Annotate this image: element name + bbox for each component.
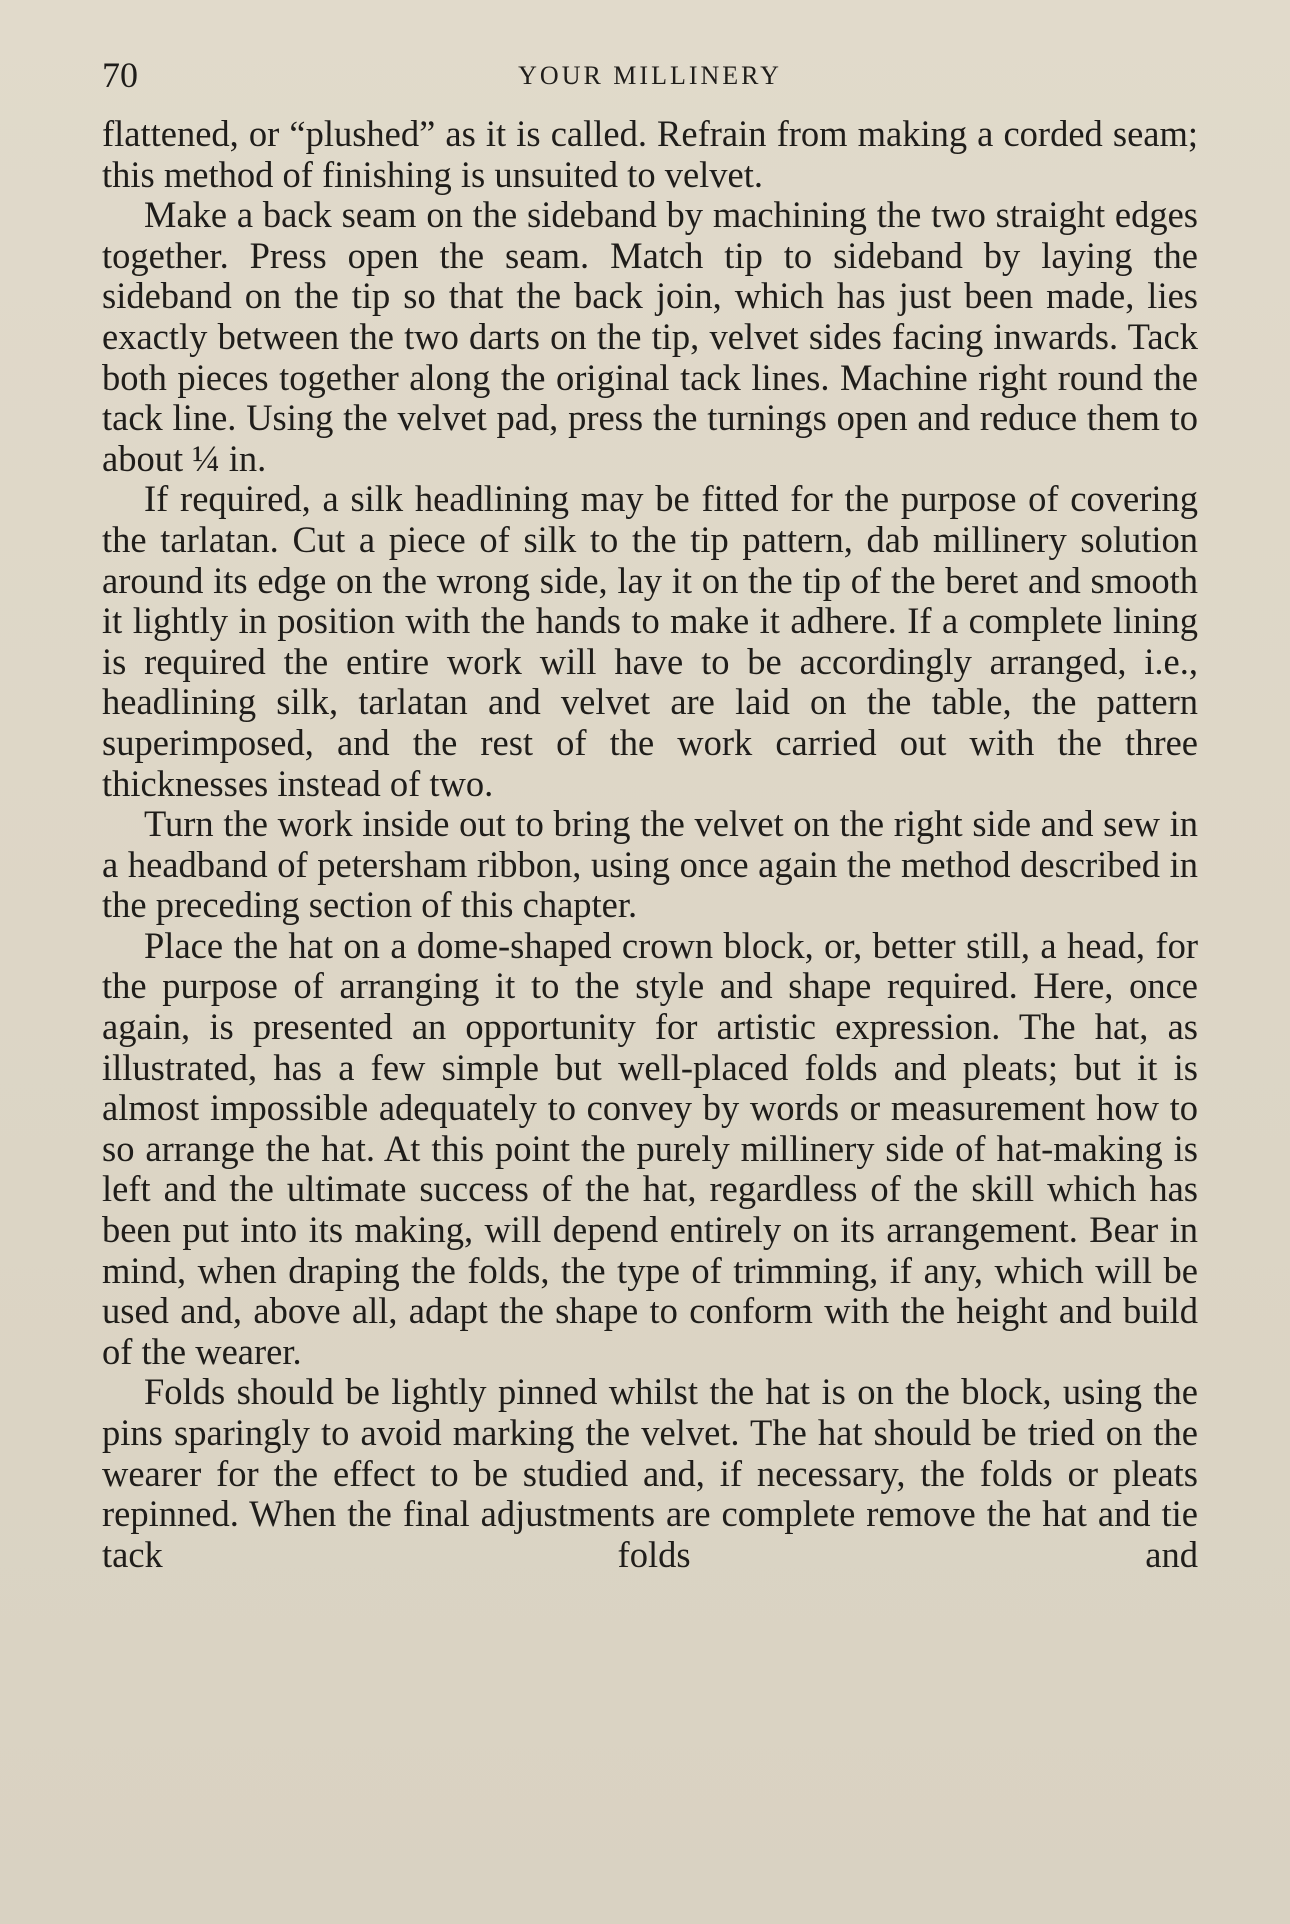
paragraph-headband: Turn the work inside out to bring the velvet on the right side and sew in a headband of petersham ribbon, using once again the method described in the preceding section of this chapter. [102,803,1198,926]
running-title: YOUR MILLINERY [518,61,782,90]
body-text [102,114,1198,1575]
paragraph-continuation: flattened, or “plushed” as it is called. Refrain from making a corded seam; this method of finishing is unsuited to velvet. [102,113,1198,195]
paragraph-headlining: If required, a silk headlining may be fitted for the purpose of covering the tarlatan. Cut a piece of silk to the tip pattern, dab millinery solution around its edge on the wrong side, lay it on the tip of the beret and smooth it lightly in position with the hands to make it adhere. If a complete lining is required the entire work will have to be accordingly arranged, i.e., headlining silk, tarlatan and velvet are laid on the table, the pattern superimposed, and the rest of the work carried out with the three thicknesses instead of two. [102,478,1198,804]
paragraph-arranging: Place the hat on a dome-shaped crown block, or, better still, a head, for the purpose of arranging it to the style and shape required. Here, once again, is presented an opportunity for artistic expression. The hat, as illustrated, has a few simple but well-placed folds and pleats; but it is almost impossible adequately to convey by words or measurement how to so arrange the hat. At this point the purely millinery side of hat-making is left and the ultimate success of the hat, regardless of the skill which has been put into its making, will depend entirely on its arrangement. Bear in mind, when draping the folds, the type of trimming, if any, which will be used and, above all, adapt the shape to conform with the height and build of the wearer. [102,924,1198,1372]
paragraph-back-seam: Make a back seam on the sideband by machining the two straight edges together. Press open the seam. Match tip to sideband by laying the sideband on the tip so that the back join, which has just been made, lies exactly between the two darts on the tip, velvet sides facing inwards. Tack both pieces together along the original tack lines. Machine right round the tack line. Using the velvet pad, press the turnings open and reduce them to about ¼ in. [102,194,1198,479]
page-number: 70 [102,55,138,95]
page-header [102,50,1198,100]
paragraph-folds: Folds should be lightly pinned whilst the hat is on the block, using the pins sparingly to avoid marking the velvet. The hat should be tried on the wearer for the effect to be studied and, if necessary, the folds or pleats repinned. When the final adjustments are complete remove the hat and tie tack folds and [102,1371,1198,1575]
